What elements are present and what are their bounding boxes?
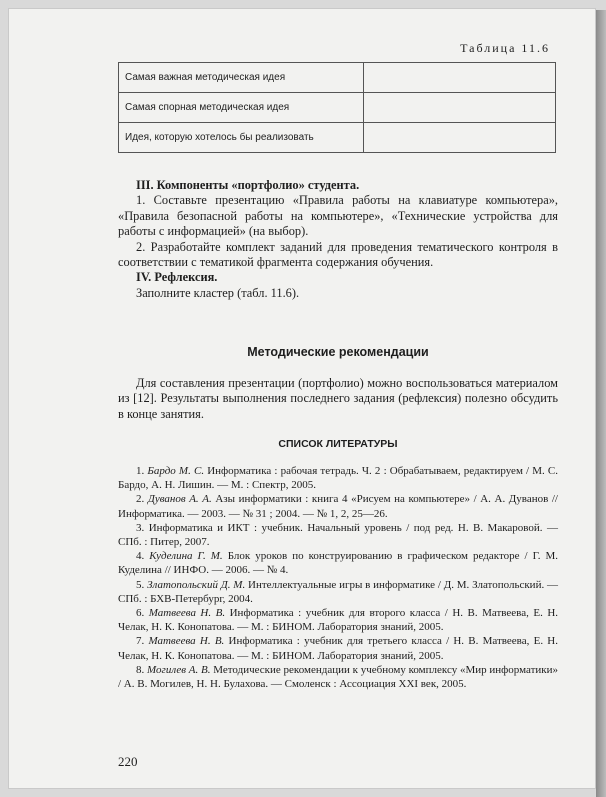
table-caption: Таблица 11.6 (460, 41, 550, 55)
section-3 (118, 178, 558, 301)
section-3-item-2: 2. Разработайте комплект заданий для проведения тематического контроля в соответствии с тематикой фрагмента содержания обучения. (118, 239, 558, 270)
list-item: 1. Бардо М. С. Информатика : рабочая тетрадь. Ч. 2 : Обрабатываем, редактируем / М. С. Бардо, А. Н. Лишин. — М. : Спектр, 2005. (118, 465, 558, 492)
table-row (119, 123, 556, 153)
reference-author: Могилев А. В. (147, 663, 211, 676)
list-item: 5. Златопольский Д. М. Интеллектуальные игры в информатике / Д. М. Златопольский. — СПб. : БХВ-Петербург, 2004. (118, 578, 559, 605)
table-row (119, 93, 556, 123)
list-item: 3. Информатика и ИКТ : учебник. Начальный уровень / под ред. Н. В. Макаровой. — СПб. : Питер, 2007. (118, 521, 558, 549)
reference-author: Матвеева Н. В. (148, 607, 226, 620)
reference-author: Бардо М. С. (147, 465, 205, 477)
table-cell-label: Самая спорная методическая идея (119, 93, 364, 123)
list-item: 4. Куделина Г. М. Блок уроков по конструированию в графическом редакторе / Г. М. Куделина // ИНФО. — 2006. — № 4. (118, 550, 559, 577)
table-cell-label: Самая важная методическая идея (119, 63, 364, 93)
table-cell-empty (364, 63, 556, 93)
method-text-block (118, 376, 558, 422)
list-item: 6. Матвеева Н. В. Информатика : учебник для второго класса / Н. В. Матвеева, Е. Н. Челак, Н. К. Конопатова. — М. : БИНОМ. Лаборатория знаний, 2005. (118, 607, 559, 634)
table-row (119, 63, 556, 93)
method-text: Для составления презентации (портфолио) можно воспользоваться материалом из [12]. Результаты выполнения последнего задания (рефлексия) полезно обсудить в конце занятия. (118, 376, 558, 421)
list-item: 7. Матвеева Н. В. Информатика : учебник для третьего класса / Н. В. Матвеева, Е. Н. Челак, Н. К. Конопатова. — М. : БИНОМ. Лаборатория знаний, 2005. (118, 635, 558, 662)
list-item: 8. Могилев А. В. Методические рекомендации к учебному комплексу «Мир информатики» / А. В. Могилев, Н. Н. Булахова. — Смоленск : Ассоциация XXI век, 2005. (118, 663, 559, 691)
table-cell-label: Идея, которую хотелось бы реализовать (119, 123, 364, 153)
table-cell-empty (364, 93, 556, 123)
reference-author: Куделина Г. М. (149, 550, 223, 563)
page-number: 220 (118, 754, 138, 769)
section-4-text: Заполните кластер (табл. 11.6). (136, 285, 300, 300)
reference-author: Дуванов А. А. (147, 493, 212, 506)
page-edge-shadow (596, 10, 606, 797)
reference-list (118, 464, 558, 691)
reference-author: Златопольский Д. М. (147, 578, 246, 591)
reference-author: Матвеева Н. В. (148, 635, 225, 648)
section-3-heading: III. Компоненты «портфолио» студента. (136, 178, 360, 192)
list-item: 2. Дуванов А. А. Азы информатики : книга 4 «Рисуем на компьютере» / А. А. Дуванов // Информатика. — 2003. — № 31 ; 2004. — № 1, 2, 25—26. (118, 493, 558, 520)
section-3-item-1: 1. Составьте презентацию «Правила работы на клавиатуре компьютера», «Правила безопасной работы на компьютере», «Технические устройства для работы с информацией» (на выбор). (118, 193, 558, 239)
section-4-heading: IV. Рефлексия. (136, 270, 218, 285)
table-cell-empty (364, 123, 556, 153)
literature-heading: СПИСОК ЛИТЕРАТУРЫ (278, 438, 398, 450)
method-heading: Методические рекомендации (247, 345, 429, 359)
cluster-table (118, 62, 556, 153)
